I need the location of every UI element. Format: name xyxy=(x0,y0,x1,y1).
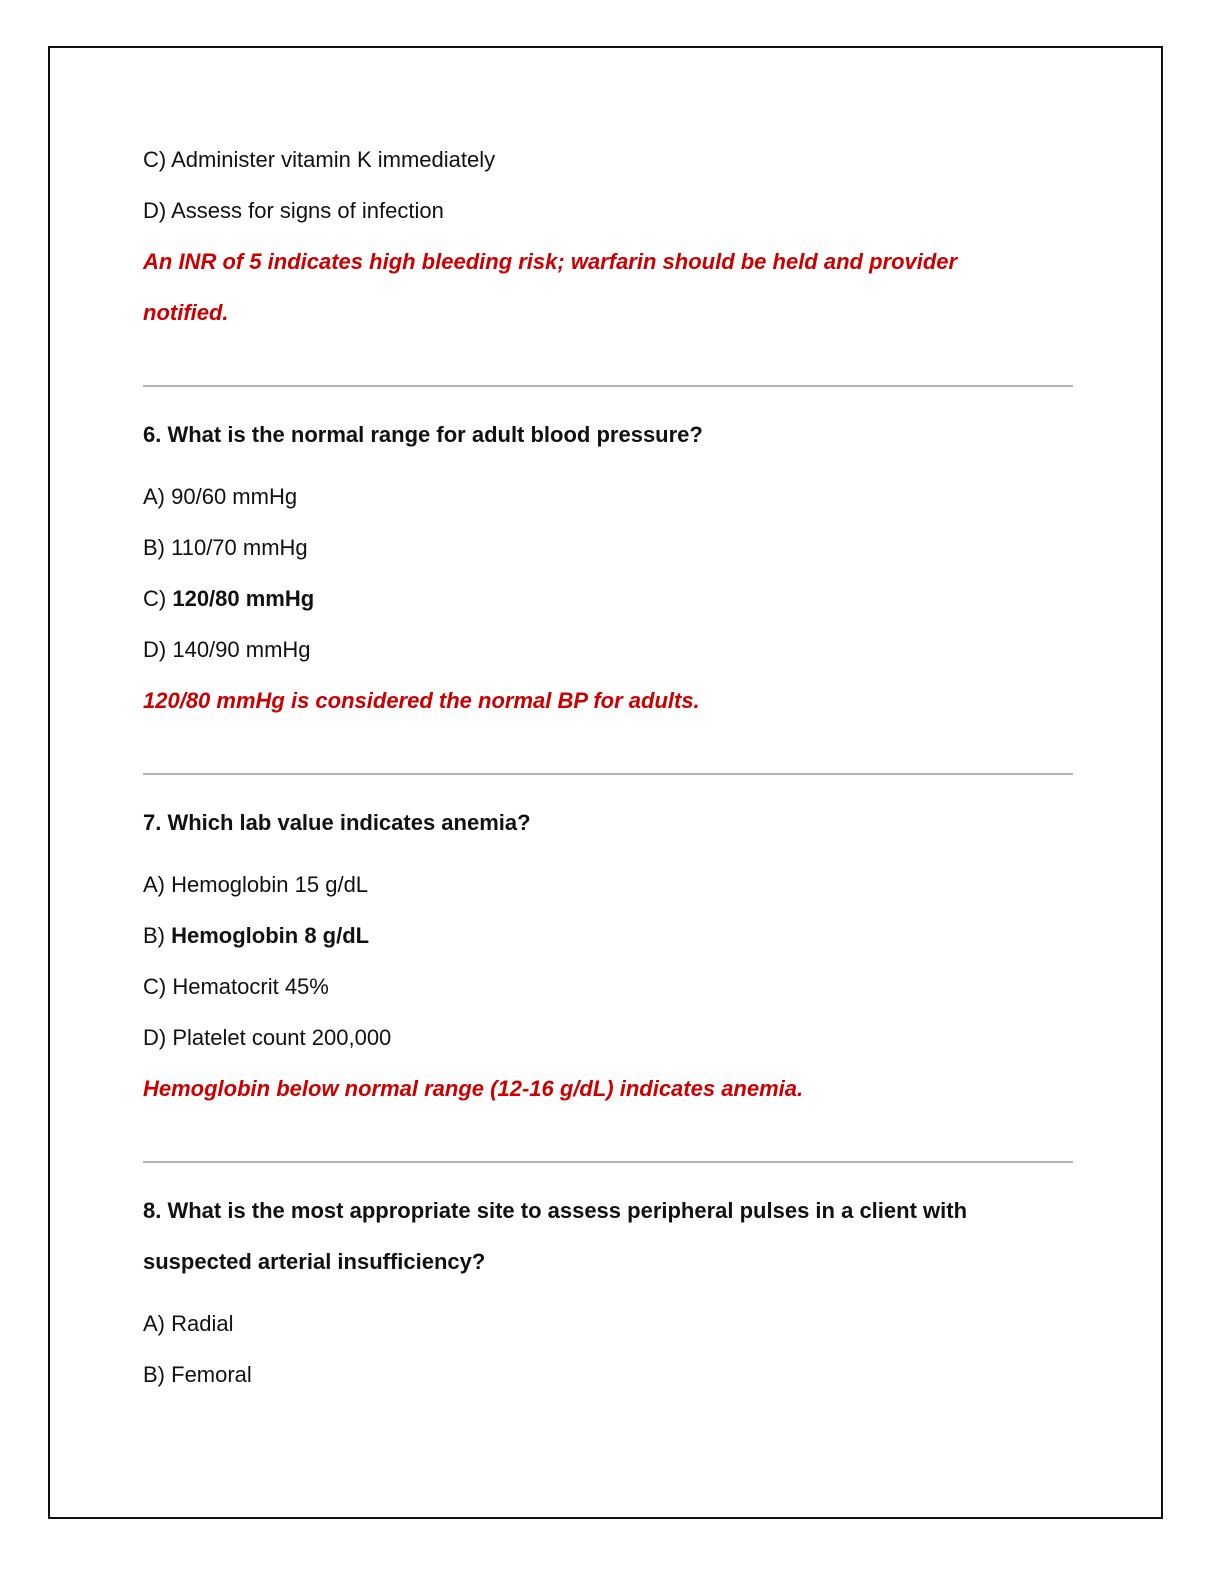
question-7-heading: 7. Which lab value indicates anemia? xyxy=(143,810,531,835)
option-c xyxy=(143,140,1073,191)
option-text: Hematocrit 45% xyxy=(172,974,329,999)
option-letter: A) xyxy=(143,872,165,897)
option-d xyxy=(143,191,1073,242)
option-text: 110/70 mmHg xyxy=(171,535,308,560)
option-text: 90/60 mmHg xyxy=(171,484,298,509)
option-c xyxy=(143,967,1073,1018)
option-a xyxy=(143,477,1073,528)
option-letter: B) xyxy=(143,923,165,948)
option-d xyxy=(143,1018,1073,1069)
option-text: Assess for signs of infection xyxy=(171,198,444,223)
question-6-heading: 6. What is the normal range for adult blood pressure? xyxy=(143,422,703,447)
section-divider xyxy=(143,385,1073,387)
option-text: Administer vitamin K immediately xyxy=(171,147,496,172)
option-letter: D) xyxy=(143,1025,167,1050)
option-text: Hemoglobin 15 g/dL xyxy=(171,872,369,897)
option-letter: A) xyxy=(143,1311,165,1336)
option-c-correct xyxy=(143,579,1073,630)
option-letter: C) xyxy=(143,974,167,999)
option-letter: C) xyxy=(143,586,167,611)
section-divider xyxy=(143,773,1073,775)
section-divider xyxy=(143,1161,1073,1163)
option-text: 140/90 mmHg xyxy=(172,637,311,662)
option-letter: C) xyxy=(143,147,167,172)
option-b xyxy=(143,1355,1073,1406)
option-letter: A) xyxy=(143,484,165,509)
rationale-text: Hemoglobin below normal range (12-16 g/dL) indicates anemia. xyxy=(143,1076,804,1101)
rationale-text: 120/80 mmHg is considered the normal BP for adults. xyxy=(143,688,700,713)
option-text: Radial xyxy=(171,1311,234,1336)
option-letter: B) xyxy=(143,1362,165,1387)
option-letter: B) xyxy=(143,535,165,560)
correct-option-text: 120/80 mmHg xyxy=(172,586,315,611)
rationale-text: An INR of 5 indicates high bleeding risk; warfarin should be held and provider xyxy=(143,249,958,274)
question-8-heading-line1: 8. What is the most appropriate site to assess peripheral pulses in a client with xyxy=(143,1198,968,1223)
rationale-text: notified. xyxy=(143,300,229,325)
option-text: Platelet count 200,000 xyxy=(172,1025,392,1050)
option-b xyxy=(143,528,1073,579)
option-b-correct xyxy=(143,916,1073,967)
question-8-heading-line2: suspected arterial insufficiency? xyxy=(143,1249,486,1274)
page-content xyxy=(143,140,1073,1406)
option-d xyxy=(143,630,1073,681)
correct-option-text: Hemoglobin 8 g/dL xyxy=(171,923,370,948)
option-a xyxy=(143,865,1073,916)
option-a xyxy=(143,1304,1073,1355)
option-letter: D) xyxy=(143,637,167,662)
option-text: Femoral xyxy=(171,1362,252,1387)
option-letter: D) xyxy=(143,198,167,223)
